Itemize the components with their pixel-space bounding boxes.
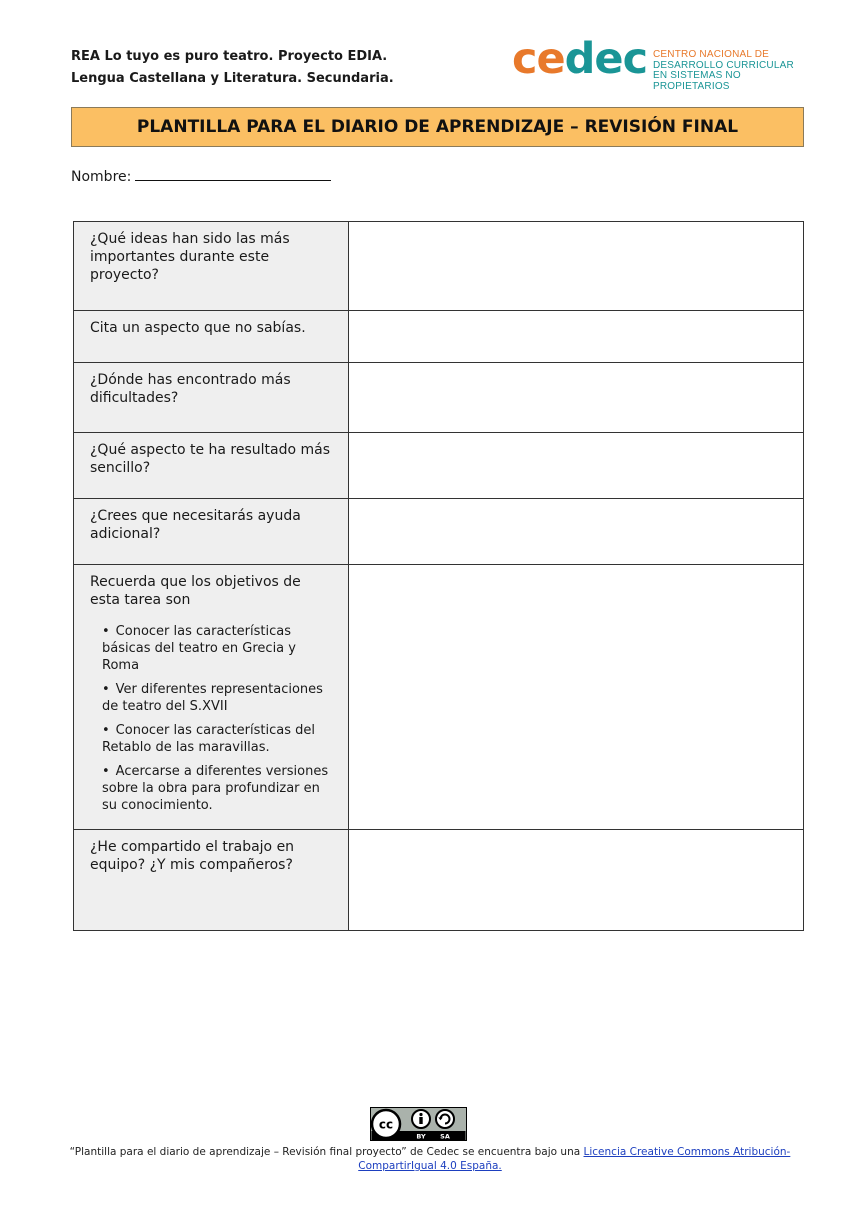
sa-text: SA — [440, 1132, 450, 1141]
objective-item: • Acercarse a diferentes versiones sobre la obra para profundizar en su conocimiento. — [102, 763, 334, 814]
answer-cell[interactable] — [349, 499, 804, 565]
name-blank-line[interactable] — [135, 166, 331, 181]
logo-wordmark: cedec — [512, 34, 648, 84]
license-footer — [60, 1145, 800, 1173]
table-row — [74, 830, 804, 931]
cc-by-sa-icon — [370, 1107, 467, 1141]
table-row — [74, 363, 804, 433]
answer-cell[interactable] — [349, 565, 804, 830]
name-field — [71, 166, 331, 185]
question-cell: ¿Crees que necesitarás ayuda adicional? — [74, 499, 349, 565]
question-cell: ¿Dónde has encontrado más dificultades? — [74, 363, 349, 433]
answer-cell[interactable] — [349, 311, 804, 363]
table-row — [74, 311, 804, 363]
header-line-2: Lengua Castellana y Literatura. Secundaria. — [71, 71, 394, 86]
table-row — [74, 222, 804, 311]
cc-text: cc — [378, 1117, 394, 1132]
question-cell: ¿Qué aspecto te ha resultado más sencillo? — [74, 433, 349, 499]
objective-item: • Conocer las características básicas del teatro en Grecia y Roma — [102, 623, 334, 674]
document-header — [71, 46, 394, 90]
table-row — [74, 565, 804, 830]
table-row — [74, 499, 804, 565]
logo-subtitle: CENTRO NACIONAL DE DESARROLLO CURRICULAR EN SISTEMAS NO PROPIETARIOS — [653, 49, 794, 92]
header-line-1: REA Lo tuyo es puro teatro. Proyecto EDIA. — [71, 49, 388, 64]
objectives-intro: Recuerda que los objetivos de esta tarea son — [90, 574, 301, 608]
question-cell: ¿Qué ideas han sido las más importantes durante este proyecto? — [74, 222, 349, 311]
license-link[interactable]: Licencia Creative Commons Atribución-CompartirIgual 4.0 España. — [358, 1146, 791, 1172]
question-cell: ¿He compartido el trabajo en equipo? ¿Y mis compañeros? — [74, 830, 349, 931]
question-cell: Cita un aspecto que no sabías. — [74, 311, 349, 363]
answer-cell[interactable] — [349, 433, 804, 499]
objective-item: • Ver diferentes representaciones de teatro del S.XVII — [102, 681, 334, 715]
cedec-logo — [512, 34, 812, 92]
objective-item: • Conocer las características del Retablo de las maravillas. — [102, 722, 334, 756]
name-label: Nombre: — [71, 169, 132, 185]
answer-cell[interactable] — [349, 222, 804, 311]
diary-table — [73, 221, 804, 931]
objectives-list — [90, 623, 334, 814]
license-text: “Plantilla para el diario de aprendizaje – Revisión final proyecto” de Cedec se encuentra bajo una — [69, 1146, 584, 1158]
page-title: PLANTILLA PARA EL DIARIO DE APRENDIZAJE – REVISIÓN FINAL — [71, 107, 804, 147]
table-row — [74, 433, 804, 499]
answer-cell[interactable] — [349, 363, 804, 433]
by-text: BY — [416, 1132, 426, 1141]
answer-cell[interactable] — [349, 830, 804, 931]
objectives-cell — [74, 565, 349, 830]
